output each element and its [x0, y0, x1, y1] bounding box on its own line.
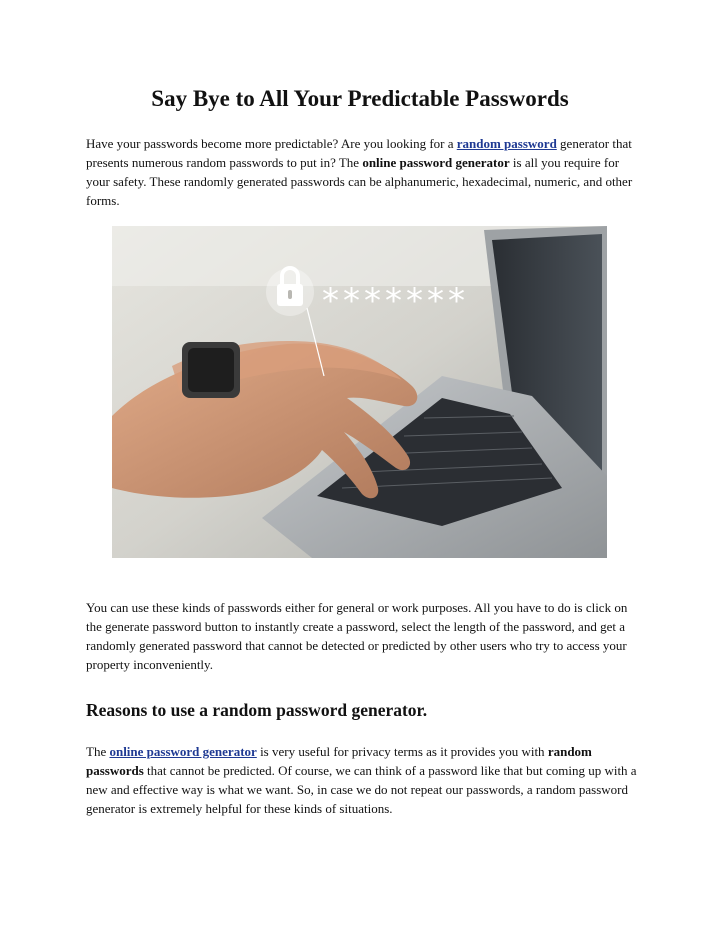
- reasons-bold-text: random passwords: [86, 744, 592, 778]
- laptop-typing-photo: [112, 226, 607, 558]
- intro-paragraph: [86, 134, 642, 210]
- intro-text-3: is all you require for your safety. These randomly generated passwords can be alphanumeric, hexadecimal, numeric, and other forms.: [86, 155, 633, 208]
- random-password-link[interactable]: random password: [456, 136, 557, 151]
- intro-text-1: Have your passwords become more predictable? Are you looking for a: [86, 136, 457, 151]
- section-heading: Reasons to use a random password generator.: [86, 700, 428, 720]
- intro-bold-text: online password generator: [362, 155, 510, 170]
- reasons-text-2: is very useful for privacy terms as it provides you with: [256, 744, 548, 759]
- online-password-generator-link[interactable]: online password generator: [109, 744, 257, 759]
- intro-text-2: generator that presents numerous random passwords to put in? The: [86, 136, 632, 170]
- page-title: Say Bye to All Your Predictable Passwords: [151, 86, 569, 111]
- reasons-text-3: that cannot be predicted. Of course, we can think of a password like that but coming up with a new and effective way is what we want. So, in case we do not repeat our passwords, a random password generator is extremely helpful for these kinds of situations.: [86, 763, 637, 816]
- masked-password-text: *******: [322, 281, 469, 321]
- reasons-text-1: The: [86, 744, 110, 759]
- reasons-paragraph: [86, 742, 642, 818]
- usage-paragraph: You can use these kinds of passwords either for general or work purposes. All you have to do is click on the generate password button to instantly create a password, select the length of the password, and get a randomly generated password that cannot be detected or predicted by other users who try to access your property inconveniently.: [86, 600, 628, 672]
